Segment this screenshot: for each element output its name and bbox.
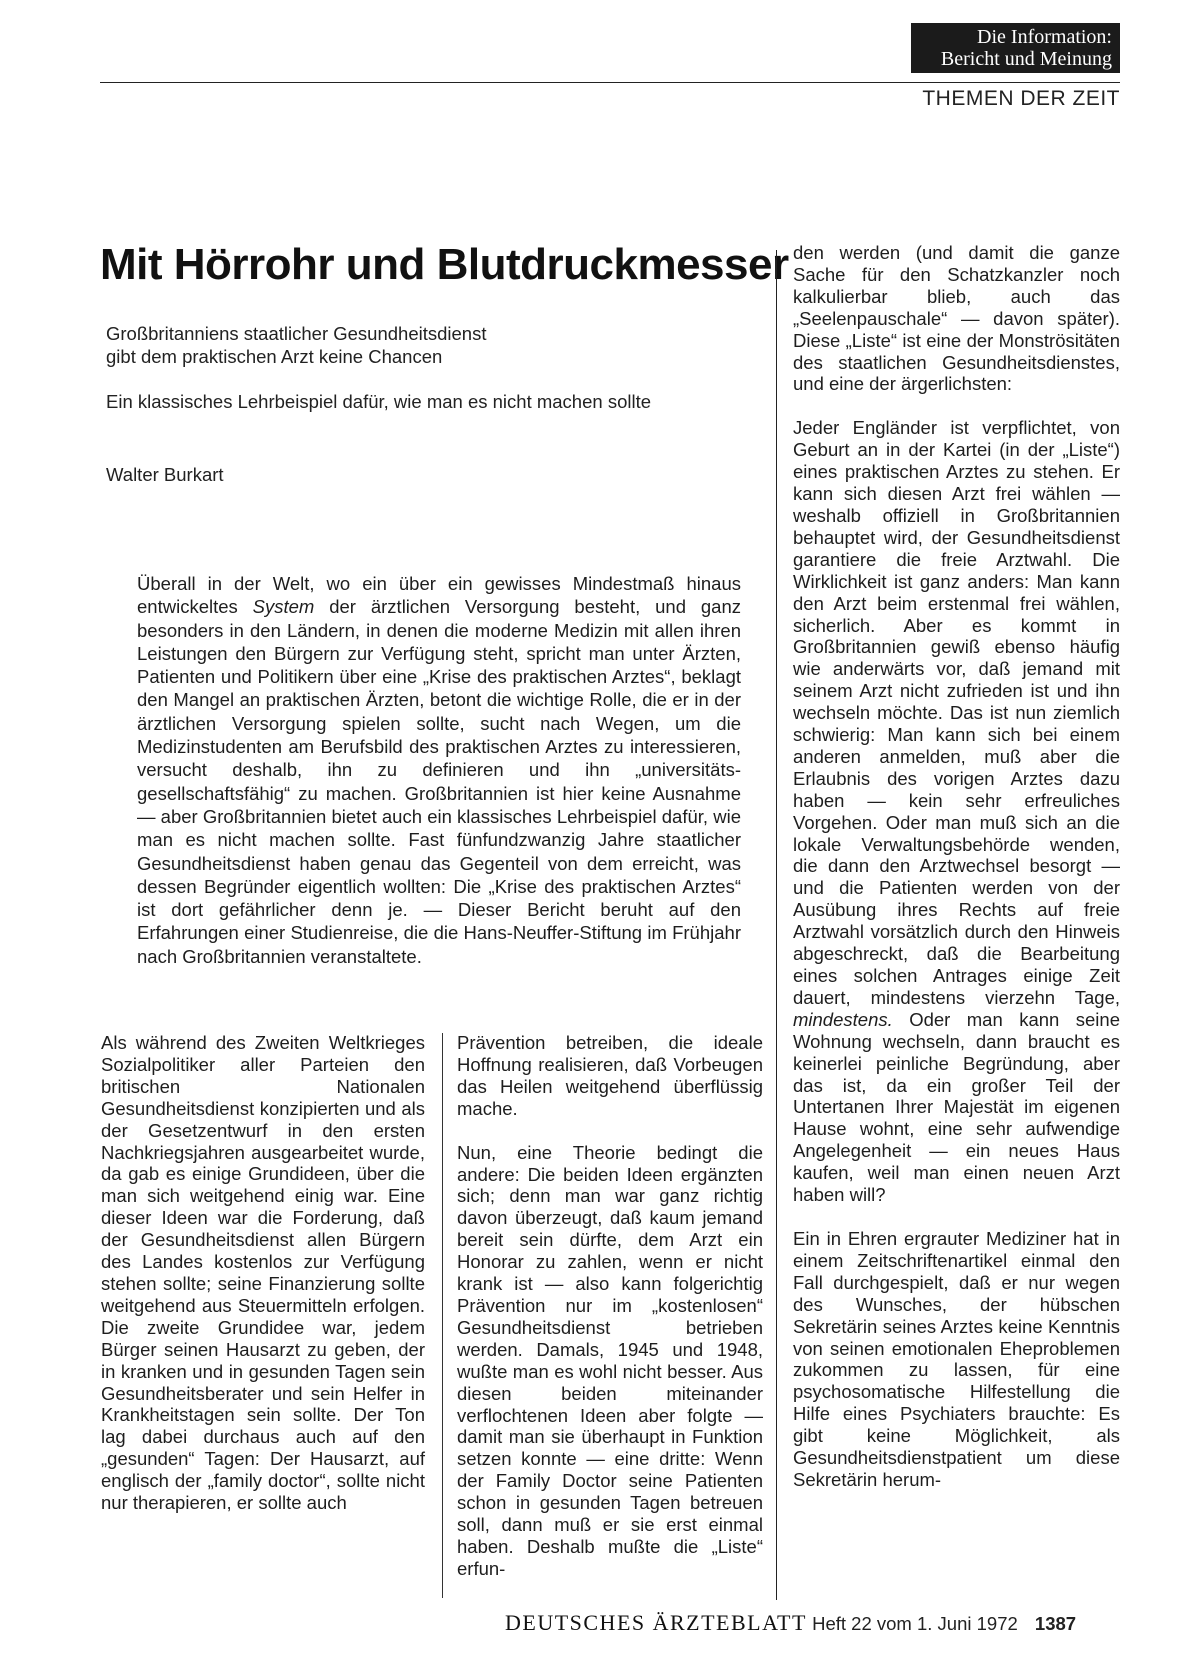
article-subtitle-secondary: Ein klassisches Lehrbeispiel dafür, wie man es nicht machen sollte (106, 391, 652, 412)
body-paragraph: Prävention betreiben, die ideale Hoffnung realisieren, daß Vorbeugen das Heilen weitgehend überflüssig mache. (457, 1032, 763, 1119)
lead-paragraph (137, 572, 741, 968)
article-subtitle (106, 322, 486, 368)
body-text: Jeder Engländer ist verpflichtet, von Geburt an in der Kartei (in der „Liste“) eines praktischen Arztes zu stehen. Er kann sich diesen Arzt frei wählen — weshalb offiziell in Großbritannien behauptet wird, der Gesundheitsdienst garantiere die freie Arztwahl. Die Wirklichkeit ist ganz anders: Man kann den Arzt beim erstenmal frei wählen, sicherlich. Aber es kommt in Großbritannien gewiß ebenso häufig wie anderwärts vor, daß jemand mit seinem Arzt nicht zufrieden ist und ihn wechseln möchte. Das ist nun ziemlich schwierig: Man kann sich bei einem anderen anmelden, muß aber die Erlaubnis des vorigen Arztes dazu haben — kein sehr erfreuliches Vorgehen. Oder man muß sich an die lokale Verwaltungsbehörde wenden, die dann den Arztwechsel besorgt — und die Patienten werden von der Ausübung ihres Rechts auf freie Arztwahl vorsätzlich durch den Hinweis abgeschreckt, daß die Bearbeitung eines solchen Antrages einige Zeit dauert, mindestens vierzehn Tage, (793, 417, 1120, 1008)
body-paragraph: Als während des Zweiten Weltkrieges Sozialpolitiker aller Parteien den britischen Nationalen Gesundheitsdienst konzipierten und als der Gesetzentwurf in den ersten Nachkriegsjahren ausgearbeitet wurde, da gab es einige Grundideen, über die man sich weitgehend einig war. Eine dieser Ideen war die Forderung, daß der Gesundheitsdienst allen Bürgern des Landes kostenlos zur Verfügung stehen sollte; seine Finanzierung sollte weitgehend aus Steuermitteln erfolgen. Die zweite Grundidee war, jedem Bürger seinen Hausarzt zu geben, der in kranken und in gesunden Tagen sein Gesundheitsberater und sein Helfer in Krankheitstagen sein sollte. Der Ton lag dabei durchaus auch auf den „gesunden“ Tagen: Der Hausarzt, auf englisch der „family doctor“, sollte nicht nur therapieren, er sollte auch (101, 1032, 425, 1514)
badge-line-2: Bericht und Meinung (940, 48, 1112, 70)
lead-emphasis: System (252, 596, 315, 618)
body-column-middle (457, 1032, 763, 1602)
section-label: THEMEN DER ZEIT (922, 87, 1120, 110)
lead-text-2: der ärztlichen Versorgung besteht, und ganz besonders in den Ländern, in denen die moderne Medizin mit allen ihren Leistungen den Bürgern zur Verfügung steht, spricht man unter Ärzten, Patienten und Politikern über eine „Krise des praktischen Arztes“, beklagt den Mangel an praktischen Ärzten, betont die wichtige Rolle, die er in der ärztlichen Versorgung spielen sollte, sucht nach Wegen, um die Medizinstudenten am Berufsbild des praktischen Arztes zu interessieren, versucht deshalb, ihn zu definieren und ihn „universitäts-gesellschaftsfähig“ zu machen. Großbritannien ist hier keine Ausnahme — aber Großbritannien bietet auch ein klassisches Lehrbeispiel dafür, wie man es nicht machen sollte. Fast fünfundzwanzig Jahre staatlicher Gesundheitsdienst haben genau das Gegenteil von dem erreicht, was dessen Begründer eigentlich wollten: Die „Krise des praktischen Arztes“ ist dort gefährlicher denn je. — Dieser Bericht beruht auf den Erfahrungen einer Studienreise, die die Hans-Neuffer-Stiftung im Frühjahr nach Großbritannien veranstaltete. (137, 596, 742, 967)
column-divider-right (776, 250, 777, 1600)
journal-name: DEUTSCHES ÄRZTEBLATT (505, 1610, 807, 1635)
body-paragraph: Ein in Ehren ergrauter Mediziner hat in einem Zeitschriftenartikel einmal den Fall durchgespielt, daß er nur wegen des Wunsches, der hübschen Sekretärin seines Arztes keine Kenntnis von seinen emotionalen Eheproblemen zukommen zu lassen, für eine psychosomatische Hilfestellung die Hilfe eines Psychiaters brauchte: Es gibt keine Möglichkeit, als Gesundheitsdienstpatient um diese Sekretärin herum- (793, 1227, 1120, 1490)
page-footer (505, 1610, 1076, 1636)
body-paragraph: Nun, eine Theorie bedingt die andere: Die beiden Ideen ergänzten sich; denn man war ganz richtig davon überzeugt, daß kaum jemand bereit sein dürfte, dem Arzt ein Honorar zu zahlen, wenn er nicht krank ist — also kann folgerichtig Prävention nur im „kostenlosen“ Gesundheitsdienst betrieben werden. Damals, 1945 und 1948, wußte man es wohl nicht besser. Aus diesen beiden miteinander verflochtenen Ideen aber folgte — damit man sie überhaupt in Funktion setzen konnte — eine dritte: Wenn der Family Doctor seine Patienten schon in gesunden Tagen betreuen soll, dann muß er sie erst einmal haben. Deshalb mußte die „Liste“ erfun- (457, 1141, 763, 1579)
body-column-right (793, 242, 1120, 1513)
body-emphasis: mindestens. (793, 1008, 893, 1030)
body-paragraph: den werden (und damit die ganze Sache für den Schatzkanzler noch kalkulierbar blieb, auch das „Seelenpauschale“ — davon später). Diese „Liste“ ist eine der Monströsitäten des staatlichen Gesundheitsdienstes, und eine der ärgerlichsten: (793, 242, 1120, 395)
header-rule (100, 82, 1120, 83)
badge-line-1: Die Information: (977, 26, 1112, 48)
body-paragraph (793, 417, 1120, 1206)
page-number: 1387 (1034, 1613, 1077, 1634)
subtitle-line-2: gibt dem praktischen Arzt keine Chancen (106, 346, 443, 367)
article-author: Walter Burkart (106, 464, 224, 485)
lead-text-1: Überall in der Welt, wo ein über ein gewisses Mindestmaß hinaus entwickeltes (137, 573, 741, 618)
article-title: Mit Hörrohr und Blutdruckmesser (100, 240, 789, 289)
section-badge (911, 23, 1120, 73)
issue-info: Heft 22 vom 1. Juni 1972 (812, 1613, 1018, 1634)
body-text: Oder man kann seine Wohnung wechseln, dann braucht es keinerlei peinliche Begründung, aber das ist, da ein großer Teil der Untertanen Ihrer Majestät im eigenen Hause wohnt, eine sehr aufwendige Angelegenheit — ein neues Haus kaufen, weil man einen neuen Arzt haben will? (793, 1008, 1120, 1206)
column-divider-left (442, 1033, 443, 1598)
body-column-left (101, 1032, 425, 1536)
subtitle-line-1: Großbritanniens staatlicher Gesundheitsdienst (106, 323, 487, 344)
